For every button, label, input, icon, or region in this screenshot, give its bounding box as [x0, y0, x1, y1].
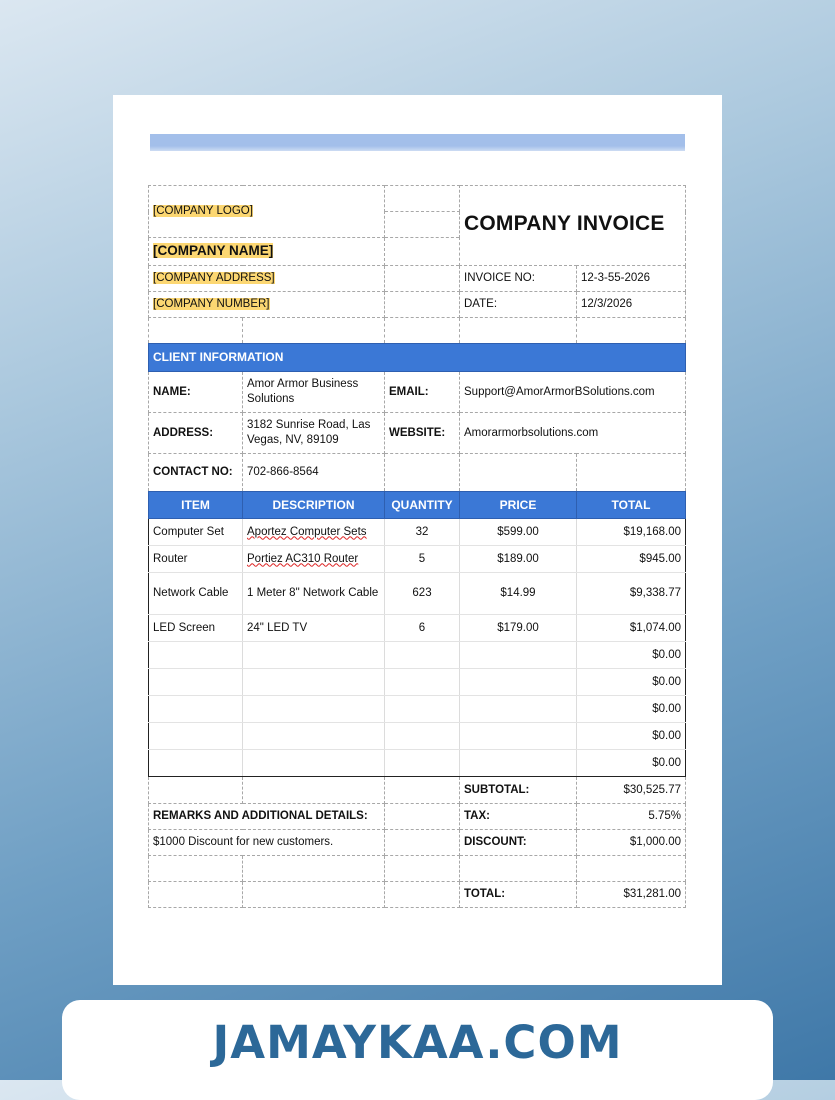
description-cell	[243, 546, 385, 573]
header-accent-bar	[150, 134, 685, 151]
tax-value: 5.75%	[577, 804, 686, 830]
item-cell: LED Screen	[149, 615, 243, 642]
company-name: [COMPANY NAME]	[153, 243, 274, 258]
discount-label: DISCOUNT:	[460, 830, 577, 856]
total-cell: $0.00	[577, 723, 686, 750]
total-cell: $9,338.77	[577, 573, 686, 615]
invoice-no-label: INVOICE NO:	[460, 266, 577, 292]
table-row	[149, 519, 686, 546]
quantity-cell: 6	[385, 615, 460, 642]
company-logo-cell	[149, 186, 385, 238]
invoice-no-value: 12-3-55-2026	[577, 266, 686, 292]
table-row	[149, 696, 686, 723]
table-row	[149, 642, 686, 669]
total-cell: $19,168.00	[577, 519, 686, 546]
client-contact-value: 702-866-8564	[243, 454, 385, 492]
price-cell: $179.00	[460, 615, 577, 642]
footer-banner	[62, 1000, 773, 1100]
description-text: Portiez AC310 Router	[247, 552, 359, 565]
client-email-value: Support@AmorArmorBSolutions.com	[460, 372, 686, 413]
quantity-cell	[385, 696, 460, 723]
item-cell	[149, 642, 243, 669]
item-cell	[149, 669, 243, 696]
client-website-label: WEBSITE:	[385, 413, 460, 454]
discount-value: $1,000.00	[577, 830, 686, 856]
date-value: 12/3/2026	[577, 292, 686, 318]
grand-total-value: $31,281.00	[577, 882, 686, 908]
price-cell	[460, 669, 577, 696]
column-header-price: PRICE	[460, 492, 577, 519]
invoice-page	[113, 95, 722, 985]
description-cell	[243, 750, 385, 777]
item-cell	[149, 750, 243, 777]
client-address-label: ADDRESS:	[149, 413, 243, 454]
quantity-cell	[385, 669, 460, 696]
total-cell: $0.00	[577, 750, 686, 777]
quantity-cell: 623	[385, 573, 460, 615]
price-cell: $599.00	[460, 519, 577, 546]
quantity-cell: 5	[385, 546, 460, 573]
item-cell: Router	[149, 546, 243, 573]
item-cell	[149, 723, 243, 750]
description-cell	[243, 723, 385, 750]
column-header-total: TOTAL	[577, 492, 686, 519]
date-label: DATE:	[460, 292, 577, 318]
company-number: [COMPANY NUMBER]	[153, 298, 270, 310]
company-address: [COMPANY ADDRESS]	[153, 272, 275, 284]
price-cell: $189.00	[460, 546, 577, 573]
total-cell: $0.00	[577, 696, 686, 723]
site-name: JAMAYKAA.COM	[212, 1016, 623, 1069]
description-cell	[243, 519, 385, 546]
client-contact-label: CONTACT NO:	[149, 454, 243, 492]
item-cell	[149, 696, 243, 723]
client-name-label: NAME:	[149, 372, 243, 413]
total-cell: $0.00	[577, 642, 686, 669]
invoice-title: COMPANY INVOICE	[464, 212, 665, 235]
quantity-cell	[385, 642, 460, 669]
remarks-label: REMARKS AND ADDITIONAL DETAILS:	[149, 804, 385, 830]
price-cell	[460, 696, 577, 723]
subtotal-value: $30,525.77	[577, 777, 686, 804]
total-cell: $0.00	[577, 669, 686, 696]
price-cell	[460, 723, 577, 750]
client-info-heading: CLIENT INFORMATION	[149, 344, 686, 372]
price-cell: $14.99	[460, 573, 577, 615]
company-logo-placeholder: [COMPANY LOGO]	[153, 205, 253, 217]
description-text: Aportez Computer Sets	[247, 525, 367, 538]
quantity-cell	[385, 750, 460, 777]
quantity-cell: 32	[385, 519, 460, 546]
table-row	[149, 573, 686, 615]
client-address-value: 3182 Sunrise Road, Las Vegas, NV, 89109	[243, 413, 385, 454]
table-row	[149, 750, 686, 777]
description-cell	[243, 669, 385, 696]
table-row	[149, 723, 686, 750]
table-row	[149, 615, 686, 642]
total-label: TOTAL:	[460, 882, 577, 908]
price-cell	[460, 642, 577, 669]
subtotal-label: SUBTOTAL:	[460, 777, 577, 804]
column-header-item: ITEM	[149, 492, 243, 519]
tax-label: TAX:	[460, 804, 577, 830]
column-header-quantity: QUANTITY	[385, 492, 460, 519]
client-website-value: Amorarmorbsolutions.com	[460, 413, 686, 454]
price-cell	[460, 750, 577, 777]
item-cell: Computer Set	[149, 519, 243, 546]
description-cell: 1 Meter 8" Network Cable	[243, 573, 385, 615]
client-name-value: Amor Armor Business Solutions	[243, 372, 385, 413]
table-row	[149, 546, 686, 573]
description-cell	[243, 642, 385, 669]
remarks-text: $1000 Discount for new customers.	[149, 830, 385, 856]
description-cell: 24" LED TV	[243, 615, 385, 642]
total-cell: $1,074.00	[577, 615, 686, 642]
item-cell: Network Cable	[149, 573, 243, 615]
client-email-label: EMAIL:	[385, 372, 460, 413]
column-header-description: DESCRIPTION	[243, 492, 385, 519]
company-name-cell	[149, 238, 385, 266]
total-cell: $945.00	[577, 546, 686, 573]
description-cell	[243, 696, 385, 723]
invoice-table	[148, 185, 686, 908]
quantity-cell	[385, 723, 460, 750]
table-row	[149, 669, 686, 696]
invoice-title-cell	[460, 186, 686, 266]
